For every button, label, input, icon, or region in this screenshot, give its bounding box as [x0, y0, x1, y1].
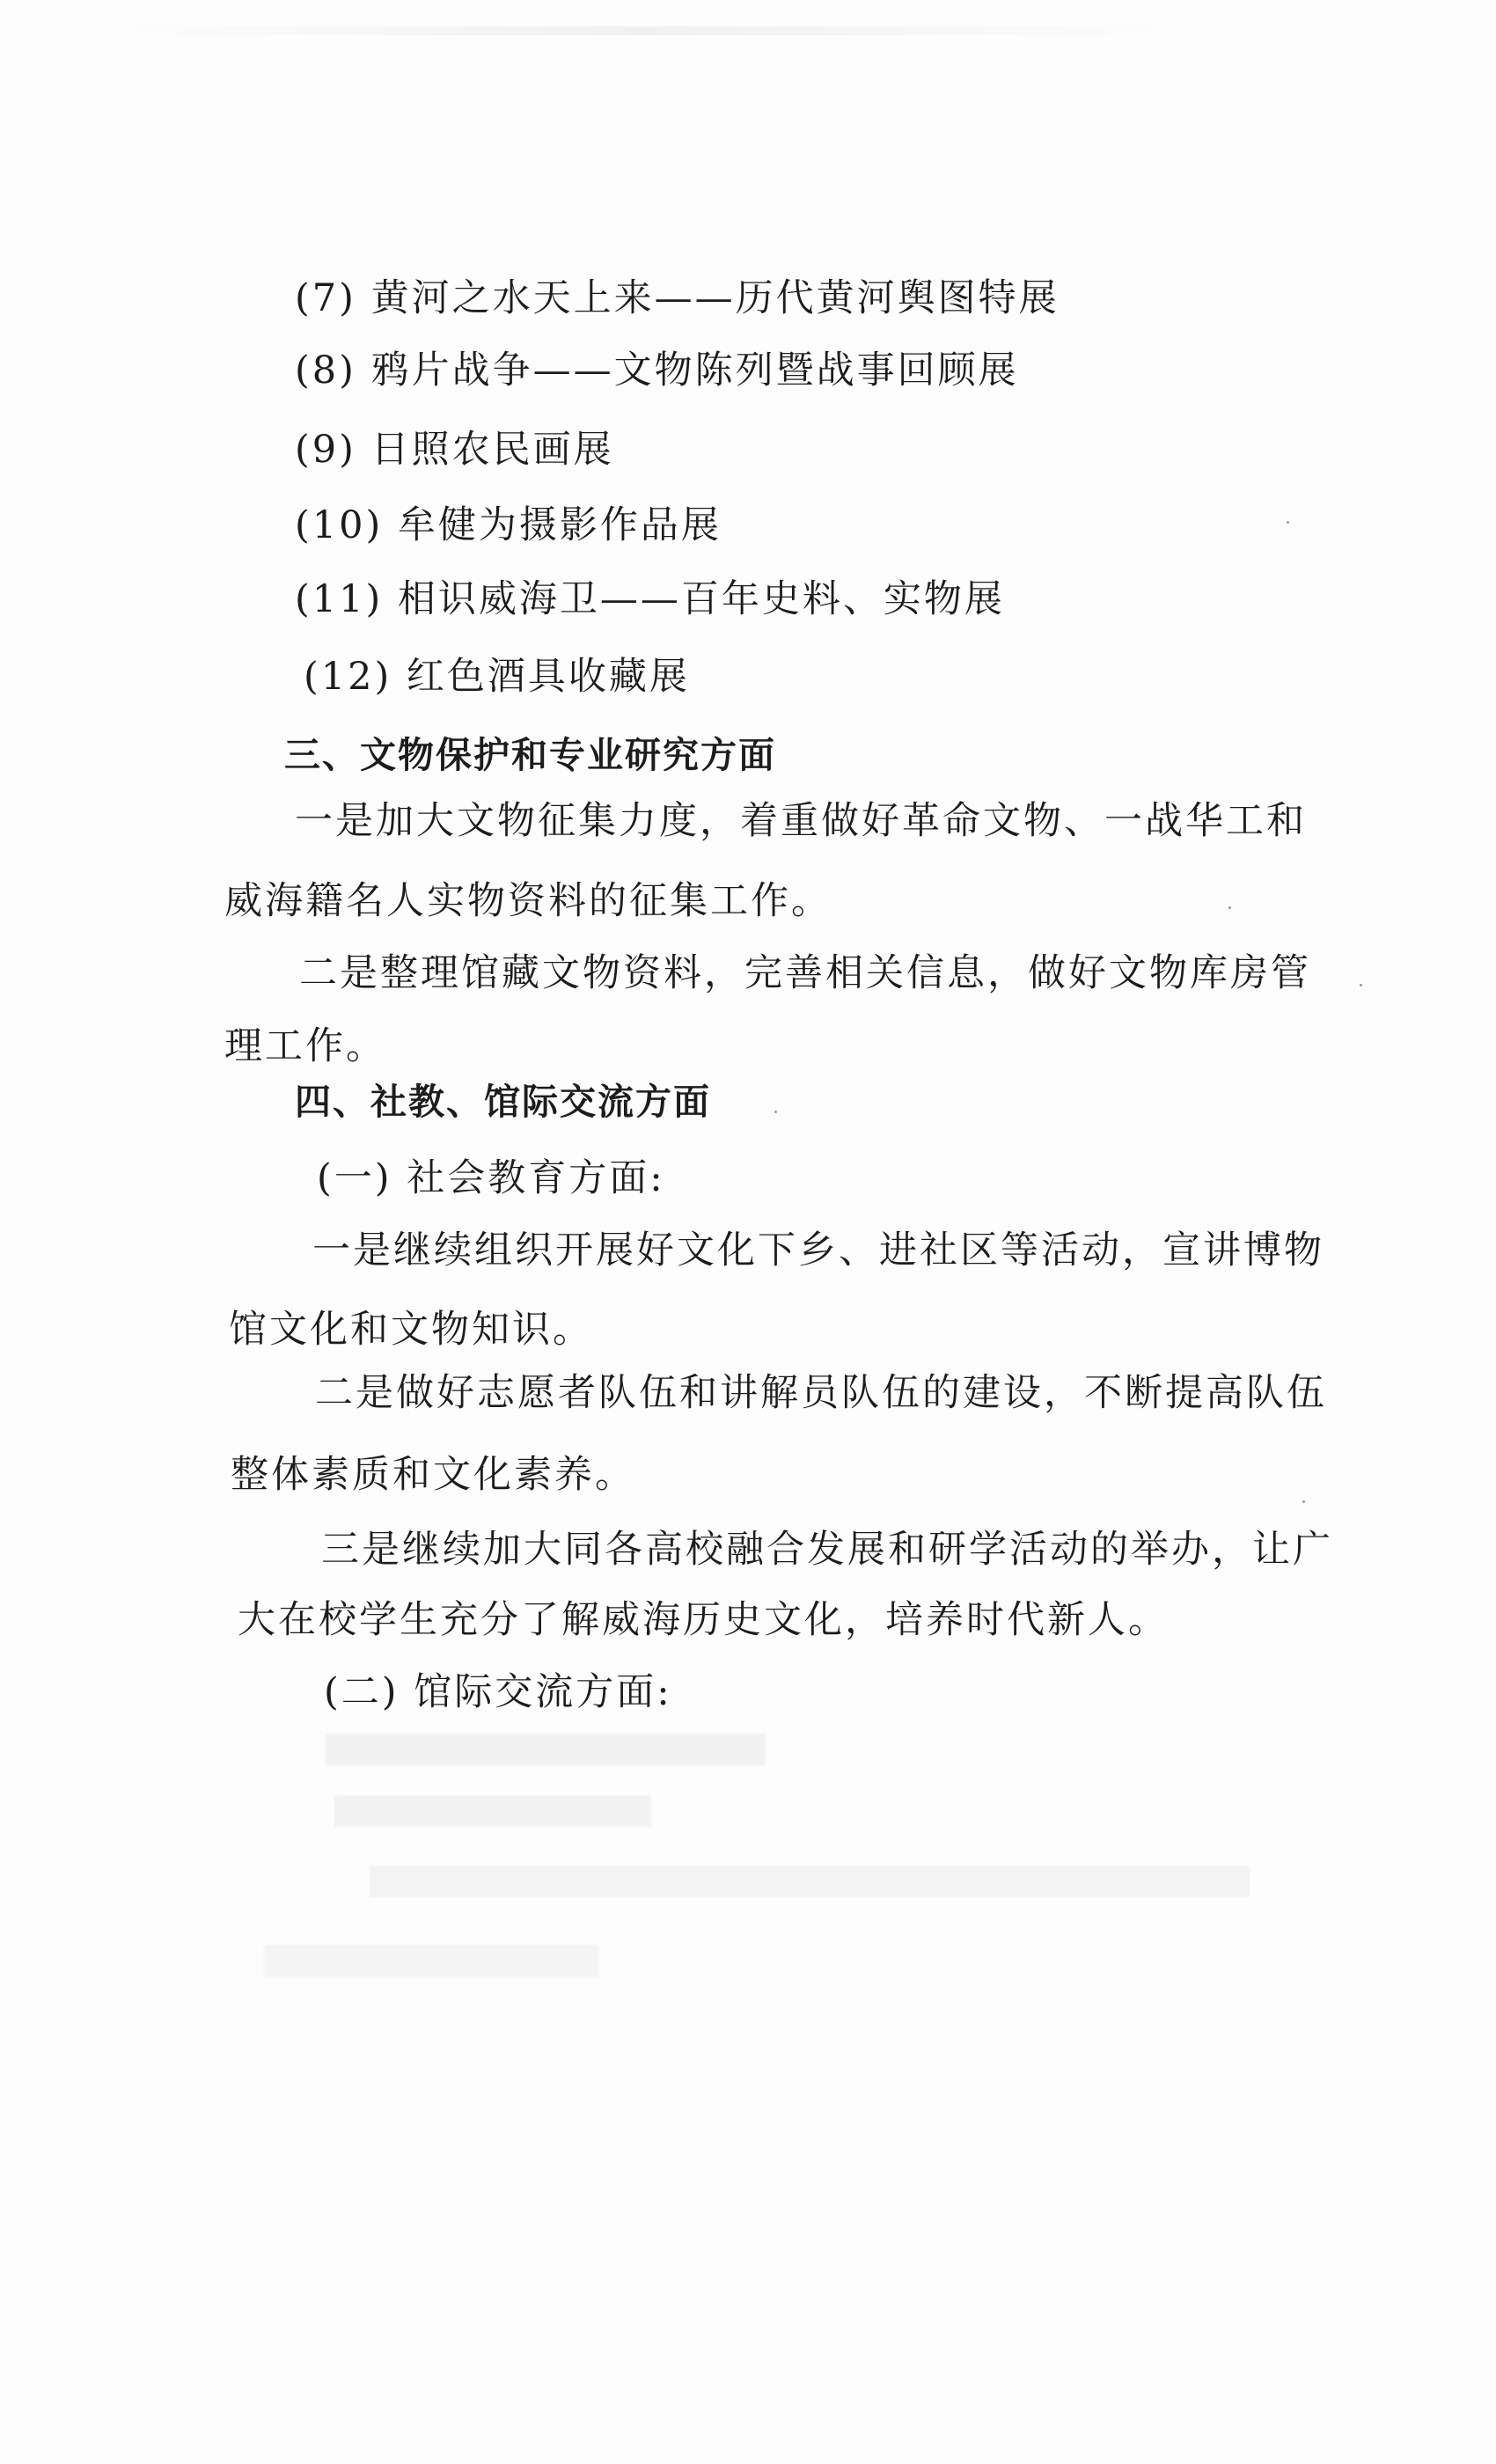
- subsection-heading-2: (二) 馆际交流方面:: [324, 1670, 672, 1714]
- paragraph-line: 二是做好志愿者队伍和讲解员队伍的建设，不断提高队伍: [315, 1371, 1327, 1415]
- paragraph-line: 馆文化和文物知识。: [229, 1308, 593, 1352]
- paragraph-line: 大在校学生充分了解威海历史文化，培养时代新人。: [238, 1598, 1169, 1642]
- paragraph-line: 一是继续组织开展好文化下乡、进社区等活动，宣讲博物: [312, 1228, 1324, 1272]
- paragraph-line: 威海籍名人实物资料的征集工作。: [224, 879, 832, 923]
- exhibition-item-8: (8) 鸦片战争——文物陈列暨战事回顾展: [295, 348, 1019, 392]
- scan-speck: [774, 1111, 777, 1113]
- exhibition-item-7: (7) 黄河之水天上来——历代黄河舆图特展: [295, 276, 1060, 320]
- exhibition-item-11: (11) 相识威海卫——百年史料、实物展: [295, 577, 1005, 621]
- exhibition-item-12: (12) 红色酒具收藏展: [304, 655, 690, 699]
- bleed-through-smudge: [326, 1734, 766, 1765]
- paragraph-line: 整体素质和文化素养。: [231, 1453, 635, 1497]
- scan-shadow: [114, 26, 1170, 35]
- exhibition-item-9: (9) 日照农民画展: [295, 428, 614, 472]
- scan-speck: [1360, 984, 1362, 986]
- paragraph-line: 一是加大文物征集力度，着重做好革命文物、一战华工和: [295, 799, 1307, 843]
- bleed-through-smudge: [264, 1945, 598, 1976]
- paragraph-line: 理工作。: [224, 1024, 386, 1068]
- paragraph-line: 三是继续加大同各高校融合发展和研学活动的举办，让广: [321, 1528, 1333, 1572]
- section-heading-3: 三、文物保护和专业研究方面: [284, 734, 776, 776]
- bleed-through-smudge: [334, 1795, 651, 1827]
- section-heading-4: 四、社教、馆际交流方面: [295, 1081, 711, 1123]
- bleed-through-smudge: [370, 1866, 1250, 1897]
- scan-speck: [1228, 906, 1231, 909]
- scan-speck: [1287, 521, 1289, 524]
- paragraph-line: 二是整理馆藏文物资料，完善相关信息，做好文物库房管: [299, 951, 1311, 995]
- bleed-through-text: [414, 1012, 871, 1062]
- scan-speck: [1302, 1500, 1305, 1503]
- subsection-heading-1: (一) 社会教育方面:: [317, 1156, 665, 1200]
- exhibition-item-10: (10) 牟健为摄影作品展: [295, 503, 722, 547]
